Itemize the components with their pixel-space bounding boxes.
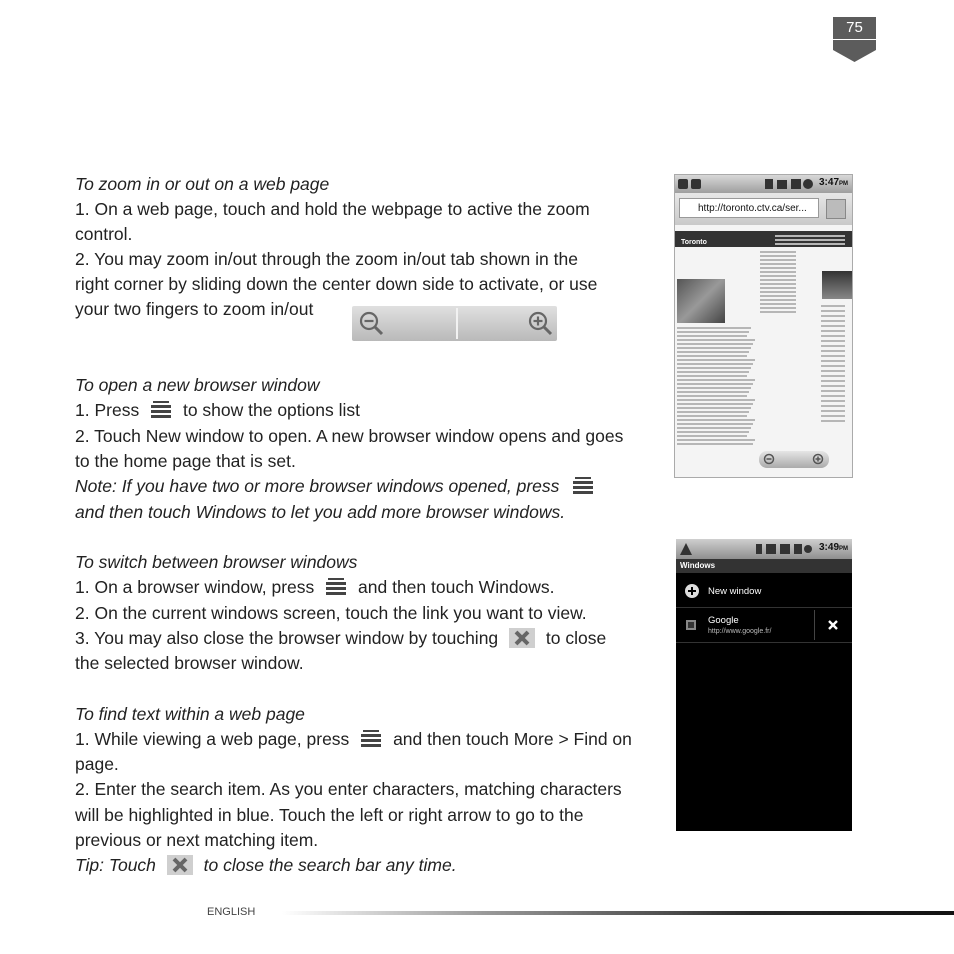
zoom-step-2-line-2: right corner by sliding down the center down side to activate, or use [75, 274, 598, 294]
zoom-out-icon[interactable] [763, 453, 776, 466]
text-line [821, 330, 845, 332]
text-line [677, 347, 751, 349]
new-window-note-line-1 [75, 474, 594, 499]
text-line [677, 363, 753, 365]
zoom-step-1-line-1: 1. On a web page, touch and hold the webpage to active the zoom [75, 199, 590, 219]
text-line [760, 283, 796, 285]
window-entry-title: Google [708, 615, 739, 626]
text-line [821, 335, 845, 337]
text-line [677, 427, 751, 429]
article-photo [677, 279, 725, 323]
new-window-step-2-line-2: to the home page that is set. [75, 451, 296, 471]
text-line [677, 435, 747, 437]
text-line [821, 395, 845, 397]
new-window-note-line-2: and then touch Windows to let you add more browser windows. [75, 502, 566, 522]
switch-step-2: 2. On the current windows screen, touch the link you want to view. [75, 603, 587, 623]
switch-step-3 [75, 626, 606, 651]
text-line [677, 379, 755, 381]
find-tip-before: Tip: Touch [75, 855, 156, 875]
section-heading-find-text: To find text within a web page [75, 704, 305, 724]
bookmark-icon[interactable] [826, 199, 846, 219]
text-line [821, 355, 845, 357]
text-line [821, 350, 845, 352]
text-line [821, 365, 845, 367]
zoom-in-icon [526, 310, 554, 338]
find-step-2-line-3: previous or next matching item. [75, 830, 319, 850]
text-line [677, 331, 749, 333]
text-line [677, 391, 749, 393]
zoom-step-2-line-3: your two fingers to zoom in/out [75, 299, 314, 319]
text-line [821, 385, 845, 387]
window-entry-url: http://www.google.fr/ [708, 628, 772, 635]
text-line [821, 375, 845, 377]
footer-rule [282, 911, 954, 915]
status-bar [675, 175, 852, 193]
find-step-1-before: 1. While viewing a web page, press [75, 729, 350, 749]
notification-icons [678, 178, 704, 190]
warning-icon [680, 543, 692, 555]
window-entry[interactable] [676, 608, 852, 643]
find-step-1-after: and then touch More > Find on [393, 729, 632, 749]
text-line [677, 399, 755, 401]
text-line [760, 299, 796, 301]
section-heading-zoom: To zoom in or out on a web page [75, 174, 330, 194]
thumbnail-photo [822, 271, 846, 299]
text-line [821, 340, 845, 342]
text-line [821, 410, 845, 412]
text-line [677, 439, 755, 441]
text-line [760, 311, 796, 313]
find-tip [75, 853, 457, 878]
text-line [760, 307, 796, 309]
zoom-control[interactable] [759, 451, 829, 468]
switch-step-1-before: 1. On a browser window, press [75, 577, 315, 597]
url-field[interactable]: http://toronto.ctv.ca/ser... [679, 198, 819, 218]
text-line [677, 343, 753, 345]
url-bar[interactable] [675, 193, 852, 225]
text-line [677, 407, 751, 409]
system-status-icons [765, 178, 815, 190]
menu-icon [150, 401, 172, 419]
new-window-note-before: Note: If you have two or more browser windows opened, press [75, 476, 560, 496]
text-line [760, 251, 796, 253]
text-line [821, 325, 845, 327]
text-line [760, 267, 796, 269]
status-time: 3:47PM [818, 177, 848, 188]
close-x-icon [167, 855, 193, 875]
menu-icon [572, 477, 594, 495]
text-line [760, 303, 796, 305]
text-line [821, 390, 845, 392]
status-bar [676, 539, 852, 559]
switch-step-3-after: to close [545, 628, 607, 648]
text-line [677, 339, 755, 341]
windows-title: Windows [676, 559, 852, 573]
text-line [775, 235, 845, 237]
find-tip-after: to close the search bar any time. [203, 855, 457, 875]
text-line [677, 327, 751, 329]
zoom-out-icon [357, 310, 385, 338]
footer-language: ENGLISH [207, 906, 256, 918]
text-line [821, 360, 845, 362]
text-line [760, 279, 796, 281]
text-line [760, 271, 796, 273]
thumbnail-photo [846, 271, 853, 299]
text-line [821, 380, 845, 382]
text-line [677, 403, 753, 405]
text-line [677, 351, 749, 353]
text-line [677, 355, 747, 357]
find-step-1 [75, 727, 632, 752]
section-heading-switch-windows: To switch between browser windows [75, 552, 358, 572]
text-line [677, 415, 747, 417]
new-window-step-1-before: 1. Press [75, 400, 140, 420]
text-line [677, 411, 749, 413]
text-line [677, 387, 751, 389]
switch-step-3-line-2: the selected browser window. [75, 653, 304, 673]
find-step-1-line-2: page. [75, 754, 119, 774]
new-window-step-1 [75, 398, 360, 423]
find-step-2-line-1: 2. Enter the search item. As you enter characters, matching characters [75, 779, 622, 799]
text-line [760, 291, 796, 293]
text-line [821, 420, 845, 422]
text-line [760, 263, 796, 265]
text-line [760, 287, 796, 289]
text-line [775, 239, 845, 241]
text-line [821, 370, 845, 372]
text-line [677, 383, 753, 385]
menu-icon [360, 730, 382, 748]
add-circle-icon [684, 583, 700, 599]
text-line [821, 310, 845, 312]
new-window-label: New window [708, 586, 762, 597]
text-line [677, 419, 755, 421]
find-step-2-line-2: will be highlighted in blue. Touch the left or right arrow to go to the [75, 805, 584, 825]
site-banner: Toronto [675, 231, 852, 247]
text-line [821, 415, 845, 417]
zoom-in-icon[interactable] [812, 453, 825, 466]
zoom-step-2-line-1: 2. You may zoom in/out through the zoom in/out tab shown in the [75, 249, 578, 269]
text-line [760, 255, 796, 257]
menu-icon [325, 578, 347, 596]
text-line [760, 275, 796, 277]
system-status-icons [756, 543, 812, 555]
text-line [677, 443, 753, 445]
switch-step-1-after: and then touch Windows. [358, 577, 555, 597]
text-line [677, 367, 751, 369]
favicon-icon [686, 620, 696, 630]
page-tab-arrow-icon [833, 40, 876, 62]
text-line [677, 335, 747, 337]
text-line [677, 395, 747, 397]
status-time: 3:49PM [818, 542, 848, 553]
text-line [821, 405, 845, 407]
text-line [677, 423, 753, 425]
switch-step-1 [75, 575, 555, 600]
text-line [821, 345, 845, 347]
text-line [775, 243, 845, 245]
text-line [821, 315, 845, 317]
close-x-icon[interactable] [827, 619, 839, 631]
text-line [677, 371, 749, 373]
switch-step-3-before: 3. You may also close the browser window by touching [75, 628, 499, 648]
new-window-step-2-line-1: 2. Touch New window to open. A new browser window opens and goes [75, 426, 624, 446]
new-window-step-1-after: to show the options list [182, 400, 360, 420]
text-line [821, 400, 845, 402]
text-line [821, 320, 845, 322]
text-line [760, 295, 796, 297]
close-x-icon [509, 628, 535, 648]
page-number: 75 [833, 17, 876, 39]
section-heading-new-window: To open a new browser window [75, 375, 320, 395]
zoom-step-1-line-2: control. [75, 224, 133, 244]
new-window-item[interactable] [676, 575, 852, 608]
windows-screenshot [676, 539, 852, 831]
text-line [677, 431, 749, 433]
text-line [821, 305, 845, 307]
text-line [677, 375, 747, 377]
text-line [760, 259, 796, 261]
text-line [677, 359, 755, 361]
zoom-control-bar [352, 306, 557, 341]
browser-screenshot [674, 174, 853, 478]
